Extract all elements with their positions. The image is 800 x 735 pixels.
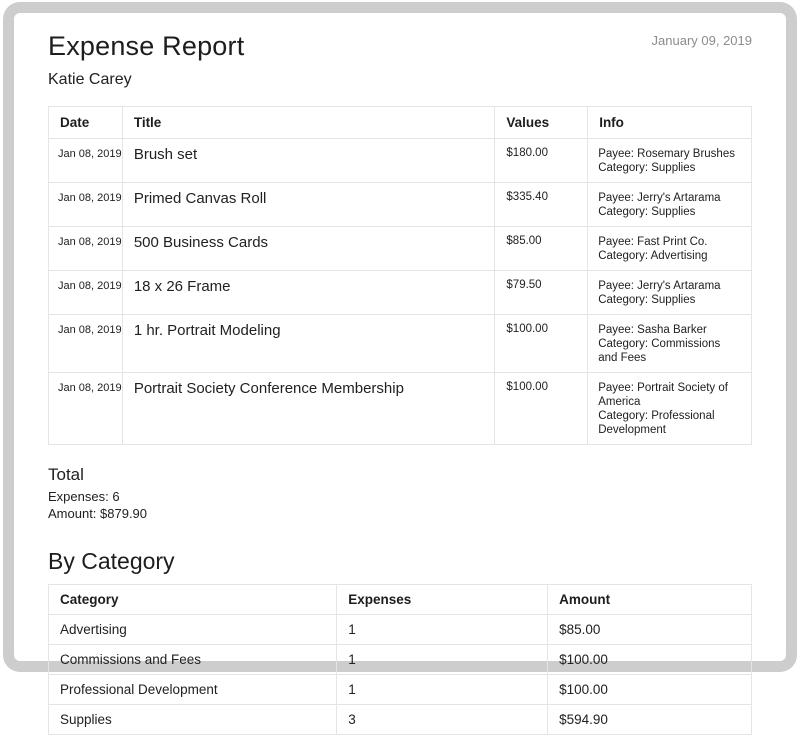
cell-info (588, 315, 752, 373)
cell-title: 18 x 26 Frame (122, 271, 495, 315)
total-expenses: Expenses: 6 (48, 489, 120, 505)
info-category: Category: Commissions and Fees (598, 338, 721, 365)
info-category: Category: Professional Development (598, 410, 715, 437)
column-header-date: Date (49, 107, 123, 139)
cell-expenses: 3 (337, 704, 548, 734)
column-header-expenses: Expenses (337, 584, 548, 614)
expense-table-header-row (49, 107, 752, 139)
cell-info (588, 227, 752, 271)
cell-title: Brush set (122, 139, 495, 183)
cell-expenses: 1 (337, 644, 548, 674)
table-row (49, 271, 752, 315)
cell-title: 500 Business Cards (122, 227, 495, 271)
cell-date: Jan 08, 2019 (49, 139, 123, 183)
total-heading: Total (48, 465, 84, 485)
info-payee: Payee: Fast Print Co. (598, 236, 708, 249)
info-payee: Payee: Jerry's Artarama (598, 280, 721, 293)
info-category: Category: Supplies (598, 294, 696, 307)
column-header-amount: Amount (548, 584, 752, 614)
cell-date: Jan 08, 2019 (49, 227, 123, 271)
cell-expenses: 1 (337, 674, 548, 704)
cell-date: Jan 08, 2019 (49, 373, 123, 445)
cell-date: Jan 08, 2019 (49, 315, 123, 373)
report-author: Katie Carey (48, 71, 132, 88)
column-header-info: Info (588, 107, 752, 139)
table-row (49, 183, 752, 227)
column-header-category: Category (49, 584, 337, 614)
cell-amount: $100.00 (548, 674, 752, 704)
total-amount: Amount: $879.90 (48, 506, 148, 522)
cell-title: 1 hr. Portrait Modeling (122, 315, 495, 373)
info-category: Category: Advertising (598, 250, 708, 263)
table-row (49, 139, 752, 183)
table-row (49, 315, 752, 373)
column-header-title: Title (122, 107, 495, 139)
cell-value: $100.00 (495, 315, 588, 373)
cell-info (588, 139, 752, 183)
cell-amount: $85.00 (548, 614, 752, 644)
info-payee: Payee: Rosemary Brushes (598, 148, 735, 160)
cell-value: $85.00 (495, 227, 588, 271)
table-row (49, 674, 752, 704)
table-row (49, 614, 752, 644)
info-category: Category: Supplies (598, 162, 696, 175)
report-page (14, 13, 786, 727)
cell-info (588, 183, 752, 227)
cell-value: $180.00 (495, 139, 588, 183)
column-header-values: Values (495, 107, 588, 139)
cell-category: Supplies (49, 704, 337, 734)
info-payee: Payee: Portrait Society of America (598, 382, 728, 409)
cell-info (588, 271, 752, 315)
expense-table (48, 106, 752, 445)
cell-category: Professional Development (49, 674, 337, 704)
info-category: Category: Supplies (598, 206, 696, 219)
table-row (49, 644, 752, 674)
cell-category: Commissions and Fees (49, 644, 337, 674)
report-date: January 09, 2019 (651, 33, 752, 48)
cell-amount: $100.00 (548, 644, 752, 674)
cell-title: Portrait Society Conference Membership (122, 373, 495, 445)
by-category-heading: By Category (48, 547, 175, 574)
cell-category: Advertising (49, 614, 337, 644)
cell-value: $335.40 (495, 183, 588, 227)
category-table-header-row (49, 584, 752, 614)
cell-date: Jan 08, 2019 (49, 271, 123, 315)
report-page-frame (3, 2, 797, 727)
info-payee: Payee: Jerry's Artarama (598, 192, 721, 205)
cell-value: $100.00 (495, 373, 588, 445)
report-header (48, 29, 752, 89)
cell-expenses: 1 (337, 614, 548, 644)
cell-title: Primed Canvas Roll (122, 183, 495, 227)
table-row (49, 373, 752, 445)
table-row (49, 704, 752, 734)
cell-amount: $594.90 (548, 704, 752, 734)
total-summary (48, 465, 752, 522)
info-payee: Payee: Sasha Barker (598, 324, 707, 337)
page-title: Expense Report (48, 31, 245, 61)
cell-value: $79.50 (495, 271, 588, 315)
cell-date: Jan 08, 2019 (49, 183, 123, 227)
table-row (49, 227, 752, 271)
category-table (48, 584, 752, 735)
cell-info (588, 373, 752, 445)
